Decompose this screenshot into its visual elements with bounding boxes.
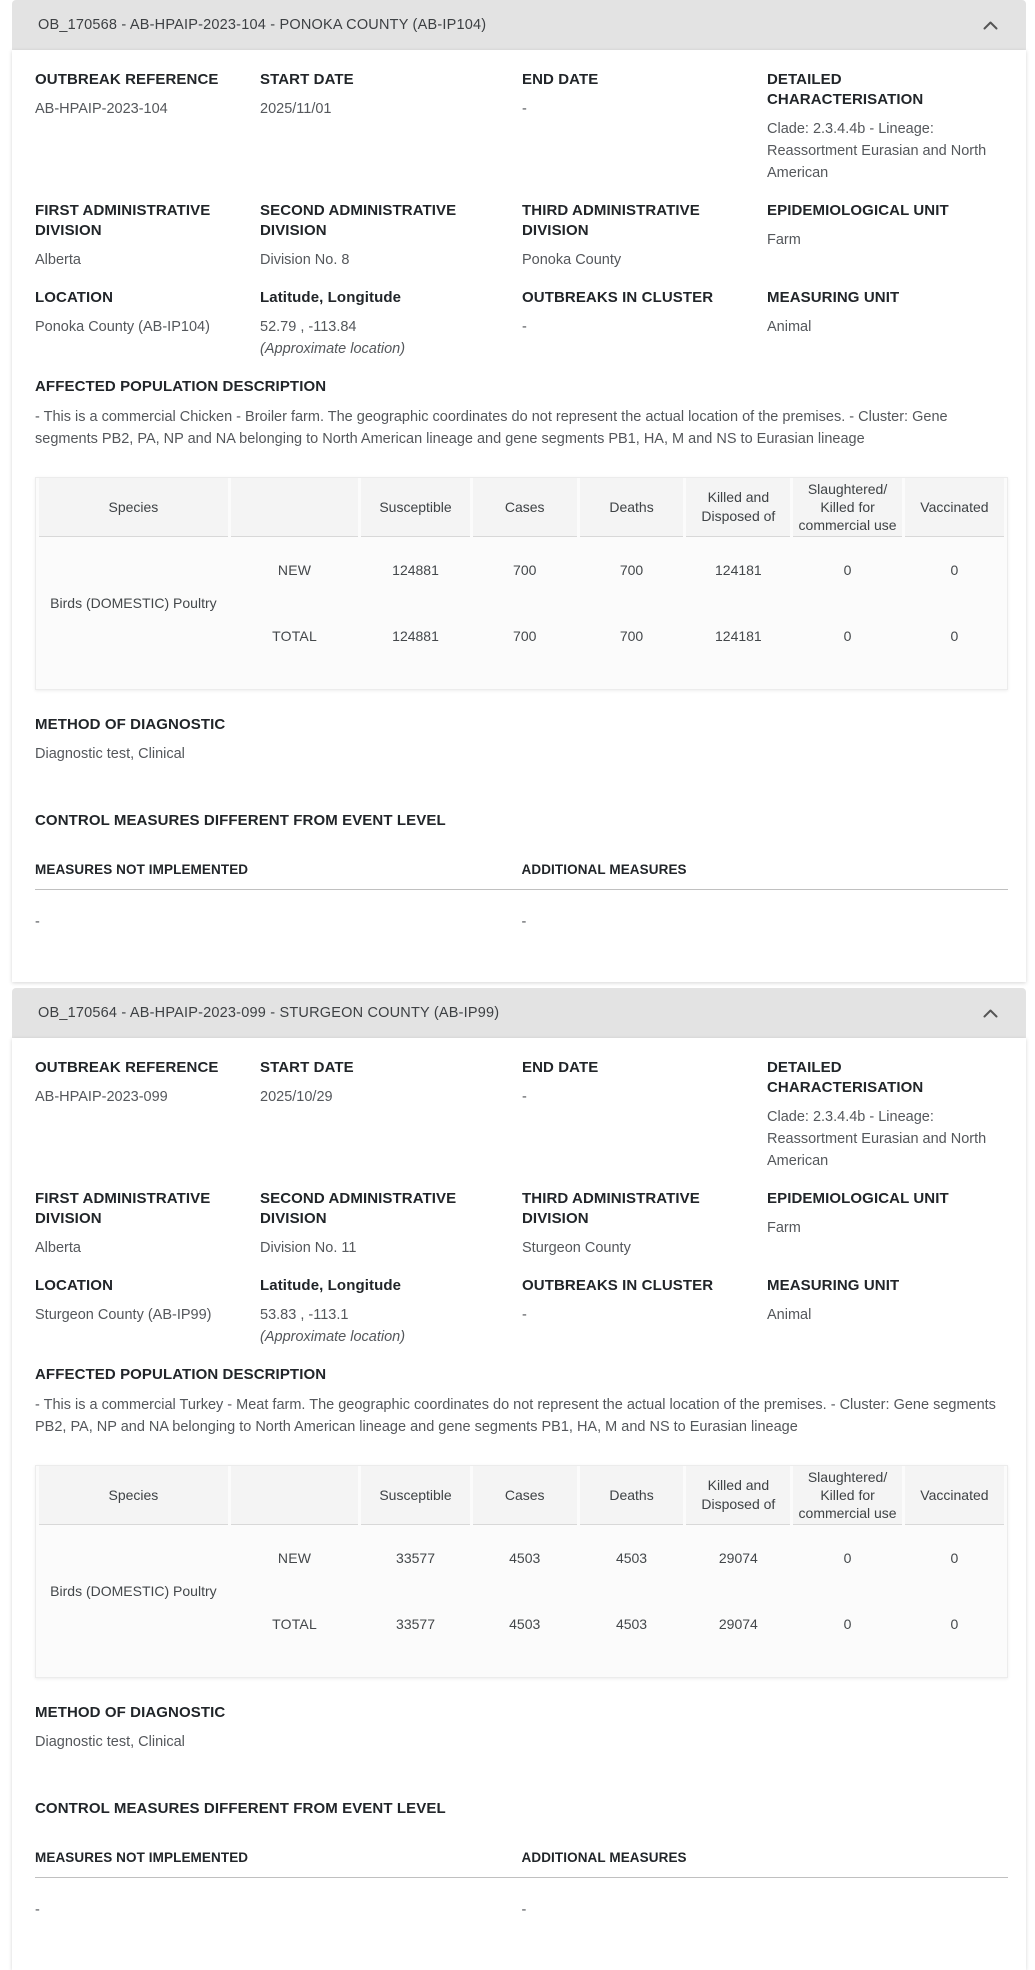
measures-values-row: [35, 1902, 1008, 1918]
method-of-diagnostic-section: [35, 1703, 1008, 1753]
lat-long-value: 52.79 , -113.84: [260, 319, 357, 335]
population-table: [35, 477, 1008, 690]
outbreak-card-2: [12, 988, 1026, 1970]
cell-susceptible: 124881: [392, 628, 439, 644]
field-outbreaks-in-cluster: [522, 1276, 767, 1348]
field-label: START DATE: [260, 1059, 354, 1076]
field-lat-long: [260, 288, 522, 360]
cell-cases: 4503: [509, 1616, 541, 1632]
col-header-species: Species: [39, 478, 228, 537]
cell-deaths: 700: [619, 562, 644, 578]
outbreak-card-1-header[interactable]: [12, 0, 1026, 50]
cell-vaccinated: 0: [950, 562, 959, 578]
outbreak-card-2-title: OB_170564 - AB-HPAIP-2023-099 - STURGEON COUNTY (AB-IP99): [38, 1005, 500, 1021]
field-value: Sturgeon County (AB-IP99): [35, 1307, 212, 1323]
field-detailed-characterisation: [767, 1058, 1008, 1172]
field-row-1: [35, 1058, 1008, 1172]
affected-population-section: [35, 1365, 1008, 1438]
table-header-row: [39, 1466, 1004, 1525]
field-start-date: [260, 70, 522, 184]
col-header-cases: Cases: [473, 478, 577, 537]
field-measuring-unit: [767, 288, 1008, 360]
field-value: Farm: [767, 232, 801, 248]
measures-not-implemented-header: MEASURES NOT IMPLEMENTED: [35, 862, 249, 877]
field-label: OUTBREAKS IN CLUSTER: [522, 289, 714, 306]
field-second-admin-division: [260, 1189, 522, 1259]
field-label: OUTBREAKS IN CLUSTER: [522, 1277, 714, 1294]
field-label: OUTBREAK REFERENCE: [35, 71, 219, 88]
additional-measures-value: -: [521, 1902, 527, 1918]
approximate-location-note: (Approximate location): [260, 341, 406, 357]
col-header-deaths: Deaths: [580, 1466, 684, 1525]
table-header-row: [39, 478, 1004, 537]
col-header-species: Species: [39, 1466, 228, 1525]
field-value: Ponoka County (AB-IP104): [35, 319, 210, 335]
cell-slaughtered: 0: [843, 1550, 852, 1566]
field-value: Alberta: [35, 252, 81, 268]
cell-killed-disposed: 124181: [715, 562, 762, 578]
field-label: END DATE: [522, 71, 599, 88]
field-value: Animal: [767, 319, 812, 335]
col-header-deaths: Deaths: [580, 478, 684, 537]
field-outbreak-reference: [35, 70, 260, 184]
field-first-admin-division: [35, 201, 260, 271]
approximate-location-note: (Approximate location): [260, 1329, 406, 1345]
field-value: [260, 316, 522, 360]
field-value: Division No. 8: [260, 252, 350, 268]
col-header-slaughtered: Slaughtered/ Killed for commercial use: [793, 1466, 902, 1525]
field-value: 2025/11/01: [260, 101, 332, 117]
field-value: Division No. 11: [260, 1240, 357, 1256]
cell-susceptible: 33577: [396, 1550, 435, 1566]
field-epidemiological-unit: [767, 1189, 1008, 1259]
cell-susceptible: 33577: [396, 1616, 435, 1632]
control-measures-title: CONTROL MEASURES DIFFERENT FROM EVENT LEVEL: [35, 1800, 446, 1817]
field-value: Animal: [767, 1307, 812, 1323]
measures-header-row: [35, 1850, 1008, 1878]
field-second-admin-division: [260, 201, 522, 271]
field-label: FIRST ADMINISTRATIVE DIVISION: [35, 1190, 211, 1227]
field-label: LOCATION: [35, 1277, 114, 1294]
outbreak-card-1-title: OB_170568 - AB-HPAIP-2023-104 - PONOKA COUNTY (AB-IP104): [38, 17, 487, 33]
cell-deaths: 700: [619, 628, 644, 644]
col-header-vaccinated: Vaccinated: [905, 478, 1004, 537]
field-row-2: [35, 1189, 1008, 1259]
cell-killed-disposed: 124181: [715, 628, 762, 644]
field-epidemiological-unit: [767, 201, 1008, 271]
table-row-new: [39, 1525, 1004, 1591]
outbreak-card-2-body: [12, 1038, 1026, 1970]
additional-measures-header: ADDITIONAL MEASURES: [521, 862, 687, 877]
col-header-vaccinated: Vaccinated: [905, 1466, 1004, 1525]
method-of-diagnostic-value: Diagnostic test, Clinical: [35, 1734, 185, 1750]
cell-cases: 700: [513, 562, 537, 578]
row-type: NEW: [277, 1550, 312, 1566]
cell-killed-disposed: 29074: [718, 1550, 758, 1566]
cell-cases: 4503: [509, 1550, 541, 1566]
field-end-date: [522, 70, 767, 184]
field-label: Latitude, Longitude: [260, 1277, 402, 1294]
field-location: [35, 288, 260, 360]
field-row-3: [35, 288, 1008, 360]
field-value: Alberta: [35, 1240, 81, 1256]
field-value: Clade: 2.3.4.4b - Lineage: Reassortment Eurasian and North American: [767, 1109, 987, 1169]
method-of-diagnostic-value: Diagnostic test, Clinical: [35, 746, 185, 762]
measures-not-implemented-value: -: [35, 1902, 40, 1918]
field-label: THIRD ADMINISTRATIVE DIVISION: [522, 202, 700, 239]
cell-deaths: 4503: [615, 1550, 648, 1566]
field-end-date: [522, 1058, 767, 1172]
additional-measures-header: ADDITIONAL MEASURES: [521, 1850, 687, 1865]
table-row-new: [39, 537, 1004, 603]
field-value: -: [522, 1307, 527, 1323]
field-label: START DATE: [260, 71, 354, 88]
field-detailed-characterisation: [767, 70, 1008, 184]
field-measuring-unit: [767, 1276, 1008, 1348]
field-label: DETAILED CHARACTERISATION: [767, 71, 924, 108]
field-label: THIRD ADMINISTRATIVE DIVISION: [522, 1190, 700, 1227]
field-value: Sturgeon County: [522, 1240, 631, 1256]
col-header-susceptible: Susceptible: [361, 478, 470, 537]
field-row-1: [35, 70, 1008, 184]
field-row-2: [35, 201, 1008, 271]
affected-population-text: - This is a commercial Chicken - Broiler farm. The geographic coordinates do not represent the actual location of the premises. - Cluster: Gene segments PB2, PA, NP and NA belonging to North American lineage and gene segments PB1, HA, M and NS to Eurasian lineage: [35, 409, 948, 447]
affected-population-section: [35, 377, 1008, 450]
measures-header-row: [35, 862, 1008, 890]
col-header-slaughtered: Slaughtered/ Killed for commercial use: [793, 478, 902, 537]
row-type: TOTAL: [272, 1616, 317, 1632]
field-label: MEASURING UNIT: [767, 1277, 900, 1294]
field-label: SECOND ADMINISTRATIVE DIVISION: [260, 1190, 457, 1227]
field-label: EPIDEMIOLOGICAL UNIT: [767, 202, 949, 219]
field-label: SECOND ADMINISTRATIVE DIVISION: [260, 202, 457, 239]
field-label: LOCATION: [35, 289, 114, 306]
field-value: AB-HPAIP-2023-104: [35, 101, 168, 117]
cell-slaughtered: 0: [843, 1616, 852, 1632]
field-value: -: [522, 1089, 527, 1105]
control-measures-title: CONTROL MEASURES DIFFERENT FROM EVENT LEVEL: [35, 812, 446, 829]
field-outbreak-reference: [35, 1058, 260, 1172]
cell-slaughtered: 0: [843, 562, 852, 578]
field-label: DETAILED CHARACTERISATION: [767, 1059, 924, 1096]
affected-population-text: - This is a commercial Turkey - Meat farm. The geographic coordinates do not represent the actual location of the premises. - Cluster: Gene segments PB2, PA, NP and NA belonging to North American lineage and gene segments PB1, HA, M and NS to Eurasian lineage: [35, 1397, 996, 1435]
lat-long-value: 53.83 , -113.1: [260, 1307, 349, 1323]
species-cell: Birds (DOMESTIC) Poultry: [50, 1582, 217, 1599]
field-value: Farm: [767, 1220, 801, 1236]
col-header-rowtype: [231, 478, 358, 537]
outbreak-card-2-header[interactable]: [12, 988, 1026, 1038]
field-value: [260, 1304, 522, 1348]
field-value: -: [522, 101, 527, 117]
cell-vaccinated: 0: [950, 1616, 959, 1632]
cell-susceptible: 124881: [392, 562, 439, 578]
col-header-rowtype: [231, 1466, 358, 1525]
field-first-admin-division: [35, 1189, 260, 1259]
field-location: [35, 1276, 260, 1348]
col-header-cases: Cases: [473, 1466, 577, 1525]
field-outbreaks-in-cluster: [522, 288, 767, 360]
field-label: END DATE: [522, 1059, 599, 1076]
field-label: OUTBREAK REFERENCE: [35, 1059, 219, 1076]
affected-population-label: AFFECTED POPULATION DESCRIPTION: [35, 378, 327, 395]
measures-not-implemented-value: -: [35, 914, 40, 930]
cell-slaughtered: 0: [843, 628, 852, 644]
field-label: Latitude, Longitude: [260, 289, 402, 306]
cell-deaths: 4503: [615, 1616, 648, 1632]
population-table: [35, 1465, 1008, 1678]
method-of-diagnostic-label: METHOD OF DIAGNOSTIC: [35, 716, 226, 733]
species-cell: Birds (DOMESTIC) Poultry: [50, 594, 217, 611]
field-lat-long: [260, 1276, 522, 1348]
field-label: MEASURING UNIT: [767, 289, 900, 306]
cell-vaccinated: 0: [950, 1550, 959, 1566]
row-type: TOTAL: [272, 628, 317, 644]
field-value: Ponoka County: [522, 252, 622, 268]
measures-values-row: [35, 914, 1008, 930]
field-row-3: [35, 1276, 1008, 1348]
chevron-up-icon[interactable]: [979, 1005, 1002, 1022]
field-start-date: [260, 1058, 522, 1172]
field-value: 2025/10/29: [260, 1089, 333, 1105]
col-header-killed-disposed: Killed and Disposed of: [686, 478, 790, 537]
cell-killed-disposed: 29074: [718, 1616, 758, 1632]
method-of-diagnostic-section: [35, 715, 1008, 765]
control-measures-section: [35, 811, 1008, 930]
row-type: NEW: [277, 562, 312, 578]
field-value: Clade: 2.3.4.4b - Lineage: Reassortment Eurasian and North American: [767, 121, 987, 181]
additional-measures-value: -: [521, 914, 527, 930]
control-measures-section: [35, 1799, 1008, 1918]
col-header-killed-disposed: Killed and Disposed of: [686, 1466, 790, 1525]
outbreak-card-1-body: [12, 50, 1026, 982]
cell-cases: 700: [513, 628, 537, 644]
field-third-admin-division: [522, 201, 767, 271]
affected-population-label: AFFECTED POPULATION DESCRIPTION: [35, 1366, 327, 1383]
field-label: EPIDEMIOLOGICAL UNIT: [767, 1190, 949, 1207]
field-value: -: [522, 319, 527, 335]
col-header-susceptible: Susceptible: [361, 1466, 470, 1525]
method-of-diagnostic-label: METHOD OF DIAGNOSTIC: [35, 1704, 226, 1721]
outbreak-card-1: [12, 0, 1026, 982]
cell-vaccinated: 0: [950, 628, 959, 644]
chevron-up-icon[interactable]: [979, 17, 1002, 34]
measures-not-implemented-header: MEASURES NOT IMPLEMENTED: [35, 1850, 249, 1865]
field-value: AB-HPAIP-2023-099: [35, 1089, 168, 1105]
field-third-admin-division: [522, 1189, 767, 1259]
field-label: FIRST ADMINISTRATIVE DIVISION: [35, 202, 211, 239]
